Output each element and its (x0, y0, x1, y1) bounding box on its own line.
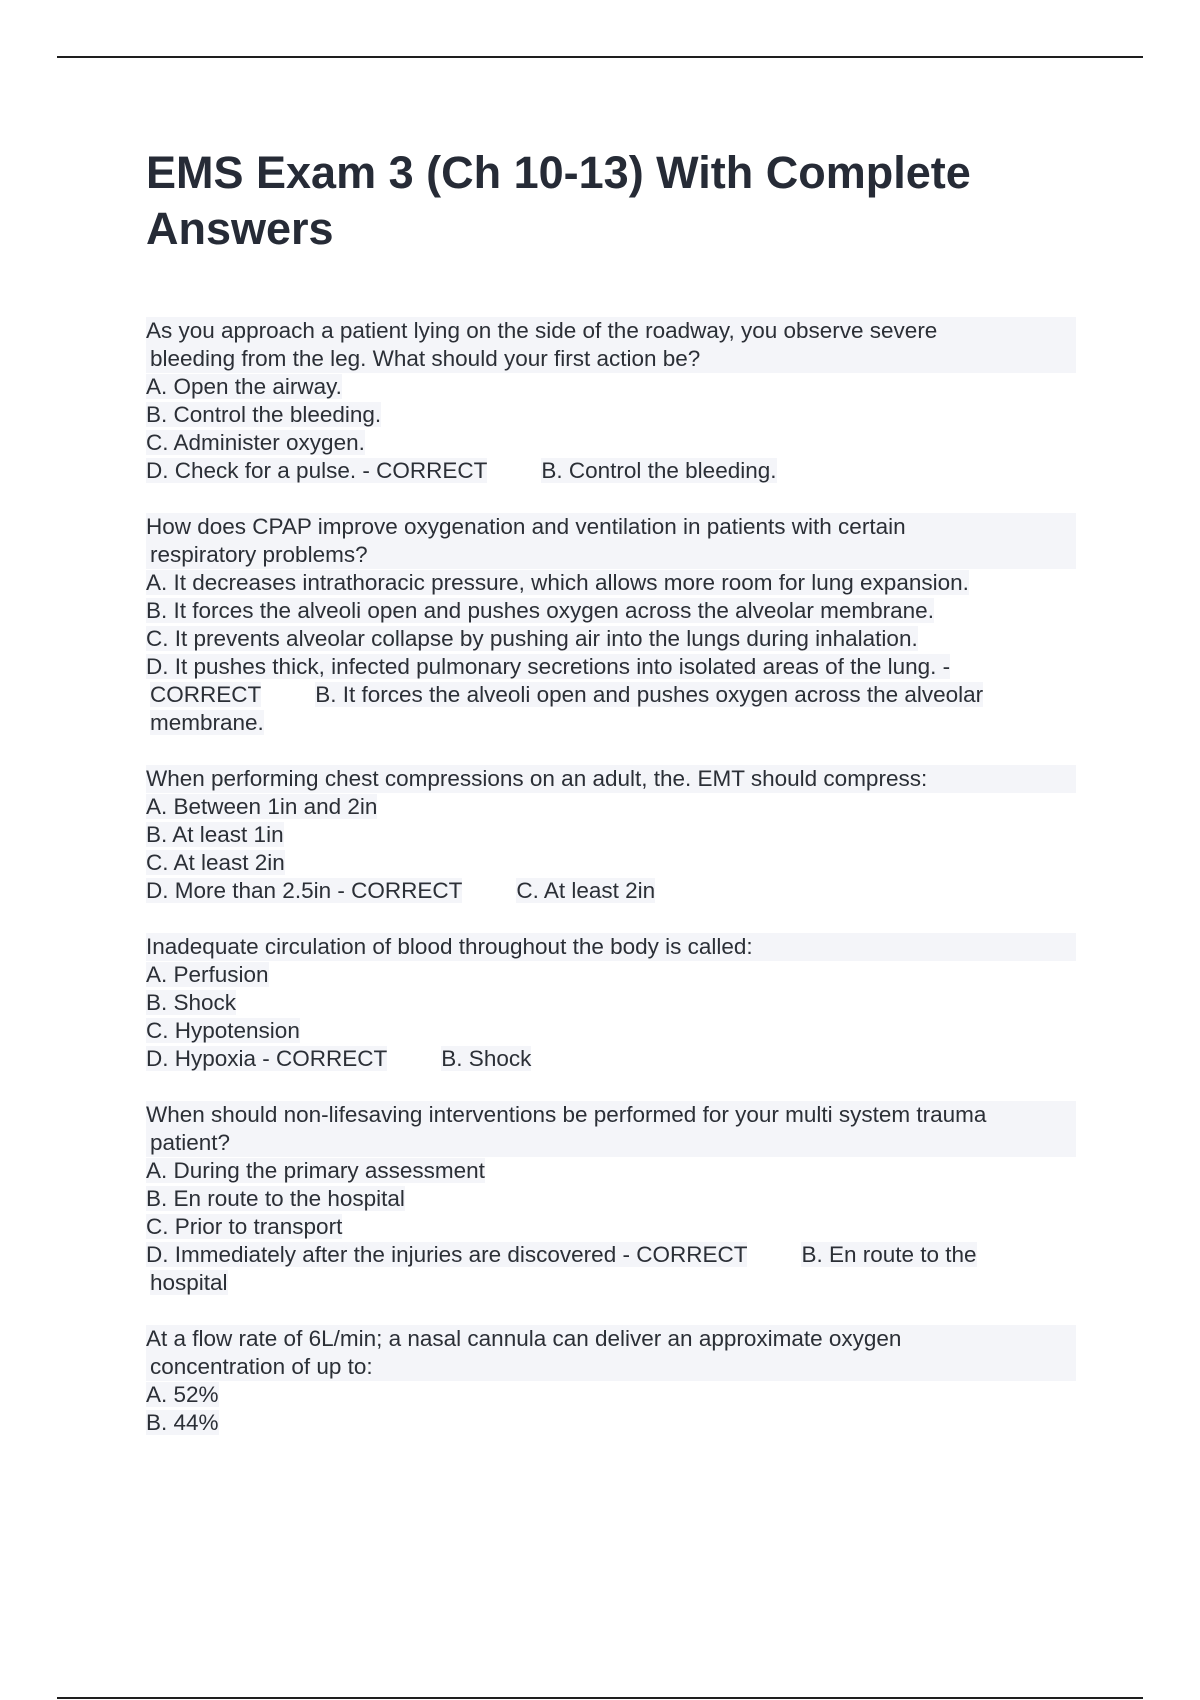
question-text-line: As you approach a patient lying on the side of the roadway, you observe severe (146, 317, 1076, 345)
question-text-line: At a flow rate of 6L/min; a nasal cannula can deliver an approximate oxygen (146, 1325, 1076, 1353)
question-text-line: When performing chest compressions on an adult, the. EMT should compress: (146, 765, 1076, 793)
question-stem (146, 1325, 1076, 1381)
correct-marker: D. More than 2.5in - CORRECT (146, 878, 463, 903)
document-body (146, 145, 1076, 1465)
answer-option (146, 625, 1076, 653)
answer-option (146, 1213, 1076, 1241)
question-stem (146, 1101, 1076, 1157)
correct-answer-continued-text: hospital (150, 1270, 228, 1295)
correct-line (146, 457, 1076, 485)
answer-option (146, 849, 1076, 877)
correct-answer: B. Shock (441, 1046, 532, 1071)
answer-option (146, 821, 1076, 849)
question-block (146, 765, 1076, 905)
answer-option (146, 1409, 1076, 1437)
answer-option-text: A. It decreases intrathoracic pressure, which allows more room for lung expansion. (146, 570, 969, 595)
answer-option (146, 401, 1076, 429)
title-line-1: EMS Exam 3 (Ch 10-13) With Complete (146, 147, 971, 198)
answer-option-text: A. Perfusion (146, 962, 269, 987)
correct-answer: B. It forces the alveoli open and pushes oxygen across the alveolar (315, 682, 984, 707)
answer-block (146, 1045, 1076, 1073)
answer-option-text: B. It forces the alveoli open and pushes oxygen across the alveolar membrane. (146, 598, 934, 623)
answer-block (146, 1241, 1076, 1297)
correct-answer-continued-text: membrane. (150, 710, 264, 735)
answer-option-text: B. At least 1in (146, 822, 284, 847)
correct-line (146, 877, 1076, 905)
correct-answer: B. En route to the (801, 1242, 977, 1267)
correct-marker: CORRECT (150, 682, 262, 707)
question-stem (146, 765, 1076, 793)
question-stem (146, 513, 1076, 569)
question-text-line: concentration of up to: (146, 1353, 1076, 1381)
answer-option-text: B. 44% (146, 1410, 219, 1435)
correct-answer-continued (146, 1269, 1076, 1297)
question-block (146, 1101, 1076, 1297)
answer-option-text: D. It pushes thick, infected pulmonary secretions into isolated areas of the lung. - (146, 654, 951, 679)
top-rule (57, 56, 1143, 58)
answer-option (146, 989, 1076, 1017)
answer-option-text: B. Shock (146, 990, 237, 1015)
question-text-line: How does CPAP improve oxygenation and ventilation in patients with certain (146, 513, 1076, 541)
correct-line (146, 681, 1076, 709)
question-list (146, 317, 1076, 1437)
question-text-line: bleeding from the leg. What should your first action be? (146, 345, 1076, 373)
question-text-line: respiratory problems? (146, 541, 1076, 569)
answer-option (146, 653, 1076, 681)
answer-option (146, 569, 1076, 597)
question-text-line: patient? (146, 1129, 1076, 1157)
answer-option (146, 373, 1076, 401)
answer-option (146, 429, 1076, 457)
answer-option-text: B. En route to the hospital (146, 1186, 405, 1211)
answer-option-text: C. Hypotension (146, 1018, 300, 1043)
answer-block (146, 877, 1076, 905)
answer-option-text: A. During the primary assessment (146, 1158, 485, 1183)
question-block (146, 933, 1076, 1073)
answer-block (146, 681, 1076, 737)
answer-option-text: A. Open the airway. (146, 374, 342, 399)
answer-option (146, 1381, 1076, 1409)
question-stem (146, 317, 1076, 373)
question-block (146, 513, 1076, 737)
answer-option (146, 597, 1076, 625)
answer-option (146, 793, 1076, 821)
answer-option (146, 1185, 1076, 1213)
answer-option-text: A. 52% (146, 1382, 219, 1407)
correct-line (146, 1045, 1076, 1073)
answer-option-text: A. Between 1in and 2in (146, 794, 378, 819)
answer-option (146, 1017, 1076, 1045)
bottom-rule (57, 1697, 1143, 1699)
correct-marker: D. Hypoxia - CORRECT (146, 1046, 388, 1071)
correct-marker: D. Immediately after the injuries are discovered - CORRECT (146, 1242, 748, 1267)
title-line-2: Answers (146, 203, 334, 254)
answer-option (146, 961, 1076, 989)
correct-marker: D. Check for a pulse. - CORRECT (146, 458, 488, 483)
answer-option-text: C. It prevents alveolar collapse by pushing air into the lungs during inhalation. (146, 626, 918, 651)
question-block (146, 1325, 1076, 1437)
question-text-line: Inadequate circulation of blood throughout the body is called: (146, 933, 1076, 961)
correct-line (146, 1241, 1076, 1269)
correct-answer-continued (146, 709, 1076, 737)
correct-answer: B. Control the bleeding. (541, 458, 777, 483)
question-block (146, 317, 1076, 485)
answer-option-text: C. Administer oxygen. (146, 430, 365, 455)
answer-block (146, 457, 1076, 485)
answer-option-text: C. Prior to transport (146, 1214, 343, 1239)
question-stem (146, 933, 1076, 961)
question-text-line: When should non-lifesaving interventions be performed for your multi system trauma (146, 1101, 1076, 1129)
correct-answer: C. At least 2in (516, 878, 656, 903)
answer-option-text: C. At least 2in (146, 850, 285, 875)
page-title (146, 145, 1076, 257)
answer-option-text: B. Control the bleeding. (146, 402, 382, 427)
answer-option (146, 1157, 1076, 1185)
